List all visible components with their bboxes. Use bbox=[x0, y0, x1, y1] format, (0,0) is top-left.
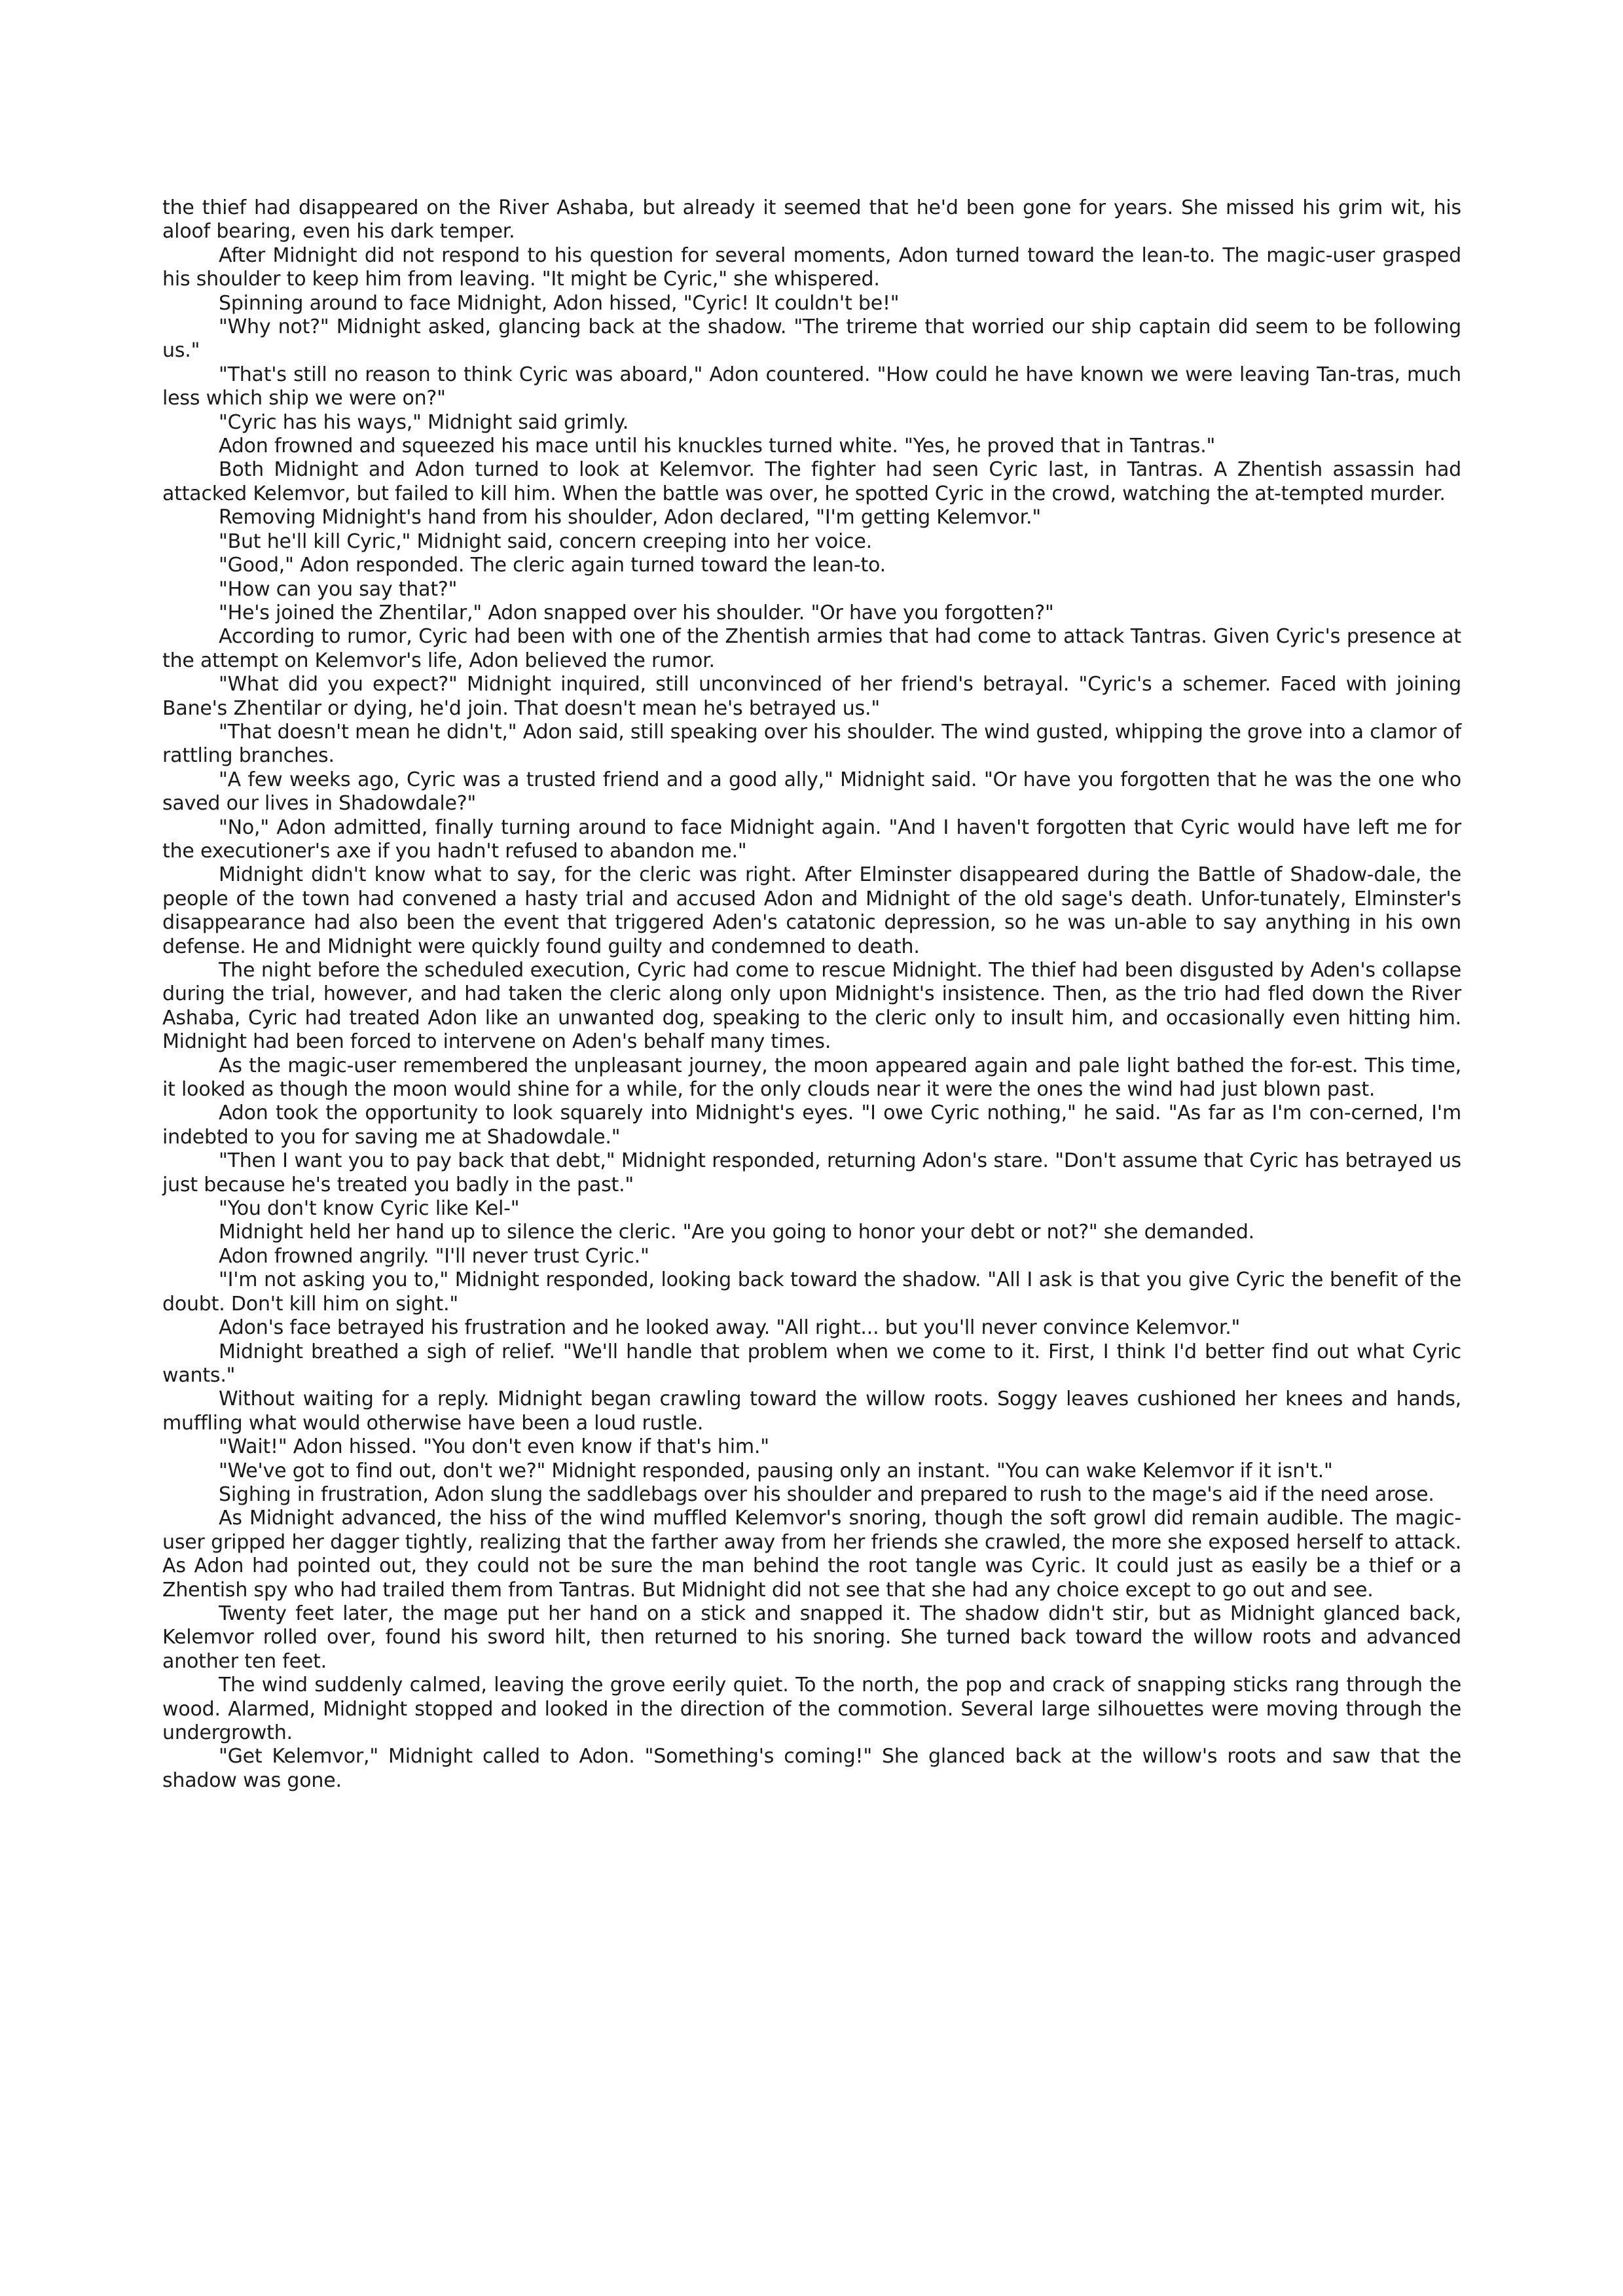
book-page bbox=[162, 196, 1461, 1793]
paragraph: "You don't know Cyric like Kel-" bbox=[219, 1197, 520, 1221]
paragraph: "A few weeks ago, Cyric was a trusted friend and a good ally," Midnight said. "Or have you forgotten that he was the one who saved our lives in Shadowdale?" bbox=[162, 768, 1461, 816]
paragraph: After Midnight did not respond to his question for several moments, Adon turned toward the lean-to. The magic-user grasped his shoulder to keep him from leaving. "It might be Cyric," she whispered. bbox=[162, 243, 1461, 291]
paragraph: Spinning around to face Midnight, Adon hissed, "Cyric! It couldn't be!" bbox=[219, 291, 900, 315]
paragraph: Sighing in frustration, Adon slung the saddlebags over his shoulder and prepared to rush to the mage's aid if the need arose. bbox=[219, 1482, 1434, 1506]
paragraph: "That doesn't mean he didn't," Adon said, still speaking over his shoulder. The wind gusted, whipping the grove into a clamor of rattling branches. bbox=[162, 720, 1461, 768]
paragraph: The night before the scheduled execution, Cyric had come to rescue Midnight. The thief had been disgusted by Aden's collapse during the trial, however, and had taken the cleric along only upon Midnight's insistence. Then, as the trio had fled down the River Ashaba, Cyric had treated Adon like an unwanted dog, speaking to the cleric only to insult him, and occasionally even hitting him. Midnight had been forced to intervene on Aden's behalf many times. bbox=[162, 959, 1461, 1054]
paragraph: "I'm not asking you to," Midnight responded, looking back toward the shadow. "All I ask is that you give Cyric the benefit of the doubt. Don't kill him on sight." bbox=[162, 1268, 1461, 1316]
paragraph: the thief had disappeared on the River Ashaba, but already it seemed that he'd been gone for years. She missed his grim wit, his aloof bearing, even his dark temper. bbox=[162, 196, 1461, 243]
paragraph: Midnight didn't know what to say, for the cleric was right. After Elminster disappeared during the Battle of Shadow-dale, the people of the town had convened a hasty trial and accused Adon and Midnight of the old sage's death. Unfor-tunately, Elminster's disappearance had also been the event that triggered Aden's catatonic depression, so he was un-able to say anything in his own defense. He and Midnight were quickly found guilty and condemned to death. bbox=[162, 863, 1461, 958]
paragraph: Midnight breathed a sigh of relief. "We'll handle that problem when we come to it. First, I think I'd better find out what Cyric wants." bbox=[162, 1340, 1461, 1387]
paragraph: "But he'll kill Cyric," Midnight said, concern creeping into her voice. bbox=[219, 529, 872, 553]
paragraph: "No," Adon admitted, finally turning around to face Midnight again. "And I haven't forgotten that Cyric would have left me for the executioner's axe if you hadn't refused to abandon me." bbox=[162, 816, 1461, 863]
paragraph: "Cyric has his ways," Midnight said grimly. bbox=[219, 410, 629, 434]
paragraph: Removing Midnight's hand from his shoulder, Adon declared, "I'm getting Kelemvor." bbox=[219, 506, 1041, 529]
paragraph: The wind suddenly calmed, leaving the grove eerily quiet. To the north, the pop and crack of snapping sticks rang through the wood. Alarmed, Midnight stopped and looked in the direction of the commotion. Several large silhouettes were moving through the undergrowth. bbox=[162, 1674, 1461, 1744]
paragraph: According to rumor, Cyric had been with one of the Zhentish armies that had come to attack Tantras. Given Cyric's presence at the attempt on Kelemvor's life, Adon believed the rumor. bbox=[162, 625, 1461, 672]
paragraph: Adon frowned angrily. "I'll never trust Cyric." bbox=[219, 1244, 649, 1268]
paragraph: "That's still no reason to think Cyric was aboard," Adon countered. "How could he have known we were leaving Tan-tras, much less which ship we were on?" bbox=[162, 363, 1461, 410]
paragraph: "He's joined the Zhentilar," Adon snapped over his shoulder. "Or have you forgotten?" bbox=[219, 601, 1054, 624]
paragraph: "Then I want you to pay back that debt," Midnight responded, returning Adon's stare. "Don't assume that Cyric has betrayed us just because he's treated you badly in the past." bbox=[162, 1149, 1461, 1196]
paragraph: As Midnight advanced, the hiss of the wind muffled Kelemvor's snoring, though the soft growl did remain audible. The magic-user gripped her dagger tightly, realizing that the farther away from her friends she crawled, the more she exposed herself to attack. As Adon had pointed out, they could not be sure the man behind the root tangle was Cyric. It could just as easily be a thief or a Zhentish spy who had trailed them from Tantras. But Midnight did not see that she had any choice except to go out and see. bbox=[162, 1507, 1461, 1602]
paragraph: Both Midnight and Adon turned to look at Kelemvor. The fighter had seen Cyric last, in Tantras. A Zhentish assassin had attacked Kelemvor, but failed to kill him. When the battle was over, he spotted Cyric in the crowd, watching the at-tempted murder. bbox=[162, 458, 1461, 505]
paragraph: Without waiting for a reply. Midnight began crawling toward the willow roots. Soggy leaves cushioned her knees and hands, muffling what would otherwise have been a loud rustle. bbox=[162, 1388, 1461, 1435]
paragraph: "How can you say that?" bbox=[219, 577, 458, 601]
paragraph: Adon frowned and squeezed his mace until his knuckles turned white. "Yes, he proved that in Tantras." bbox=[219, 435, 1216, 458]
paragraph: As the magic-user remembered the unpleasant journey, the moon appeared again and pale light bathed the for-est. This time, it looked as though the moon would shine for a while, for the only clouds near it were the ones the wind had just blown past. bbox=[162, 1054, 1461, 1102]
paragraph: Adon took the opportunity to look squarely into Midnight's eyes. "I owe Cyric nothing," he said. "As far as I'm con-cerned, I'm indebted to you for saving me at Shadowdale." bbox=[162, 1102, 1461, 1149]
paragraph: "We've got to find out, don't we?" Midnight responded, pausing only an instant. "You can wake Kelemvor if it isn't." bbox=[219, 1459, 1333, 1482]
paragraph: "Why not?" Midnight asked, glancing back at the shadow. "The trireme that worried our ship captain did seem to be following us." bbox=[162, 315, 1461, 363]
paragraph: Midnight held her hand up to silence the cleric. "Are you going to honor your debt or not?" she demanded. bbox=[219, 1221, 1254, 1244]
paragraph: "Wait!" Adon hissed. "You don't even know if that's him." bbox=[219, 1435, 769, 1459]
paragraph: Twenty feet later, the mage put her hand on a stick and snapped it. The shadow didn't stir, but as Midnight glanced back, Kelemvor rolled over, found his sword hilt, then returned to his snoring. She turned back toward the willow roots and advanced another ten feet. bbox=[162, 1602, 1461, 1673]
paragraph: "Get Kelemvor," Midnight called to Adon. "Something's coming!" She glanced back at the willow's roots and saw that the shadow was gone. bbox=[162, 1745, 1461, 1792]
paragraph: Adon's face betrayed his frustration and he looked away. "All right... but you'll never convince Kelemvor." bbox=[219, 1316, 1241, 1340]
paragraph: "Good," Adon responded. The cleric again turned toward the lean-to. bbox=[219, 554, 886, 577]
paragraph: "What did you expect?" Midnight inquired, still unconvinced of her friend's betrayal. "Cyric's a schemer. Faced with joining Bane's Zhentilar or dying, he'd join. That doesn't mean he's betrayed us." bbox=[162, 673, 1461, 720]
